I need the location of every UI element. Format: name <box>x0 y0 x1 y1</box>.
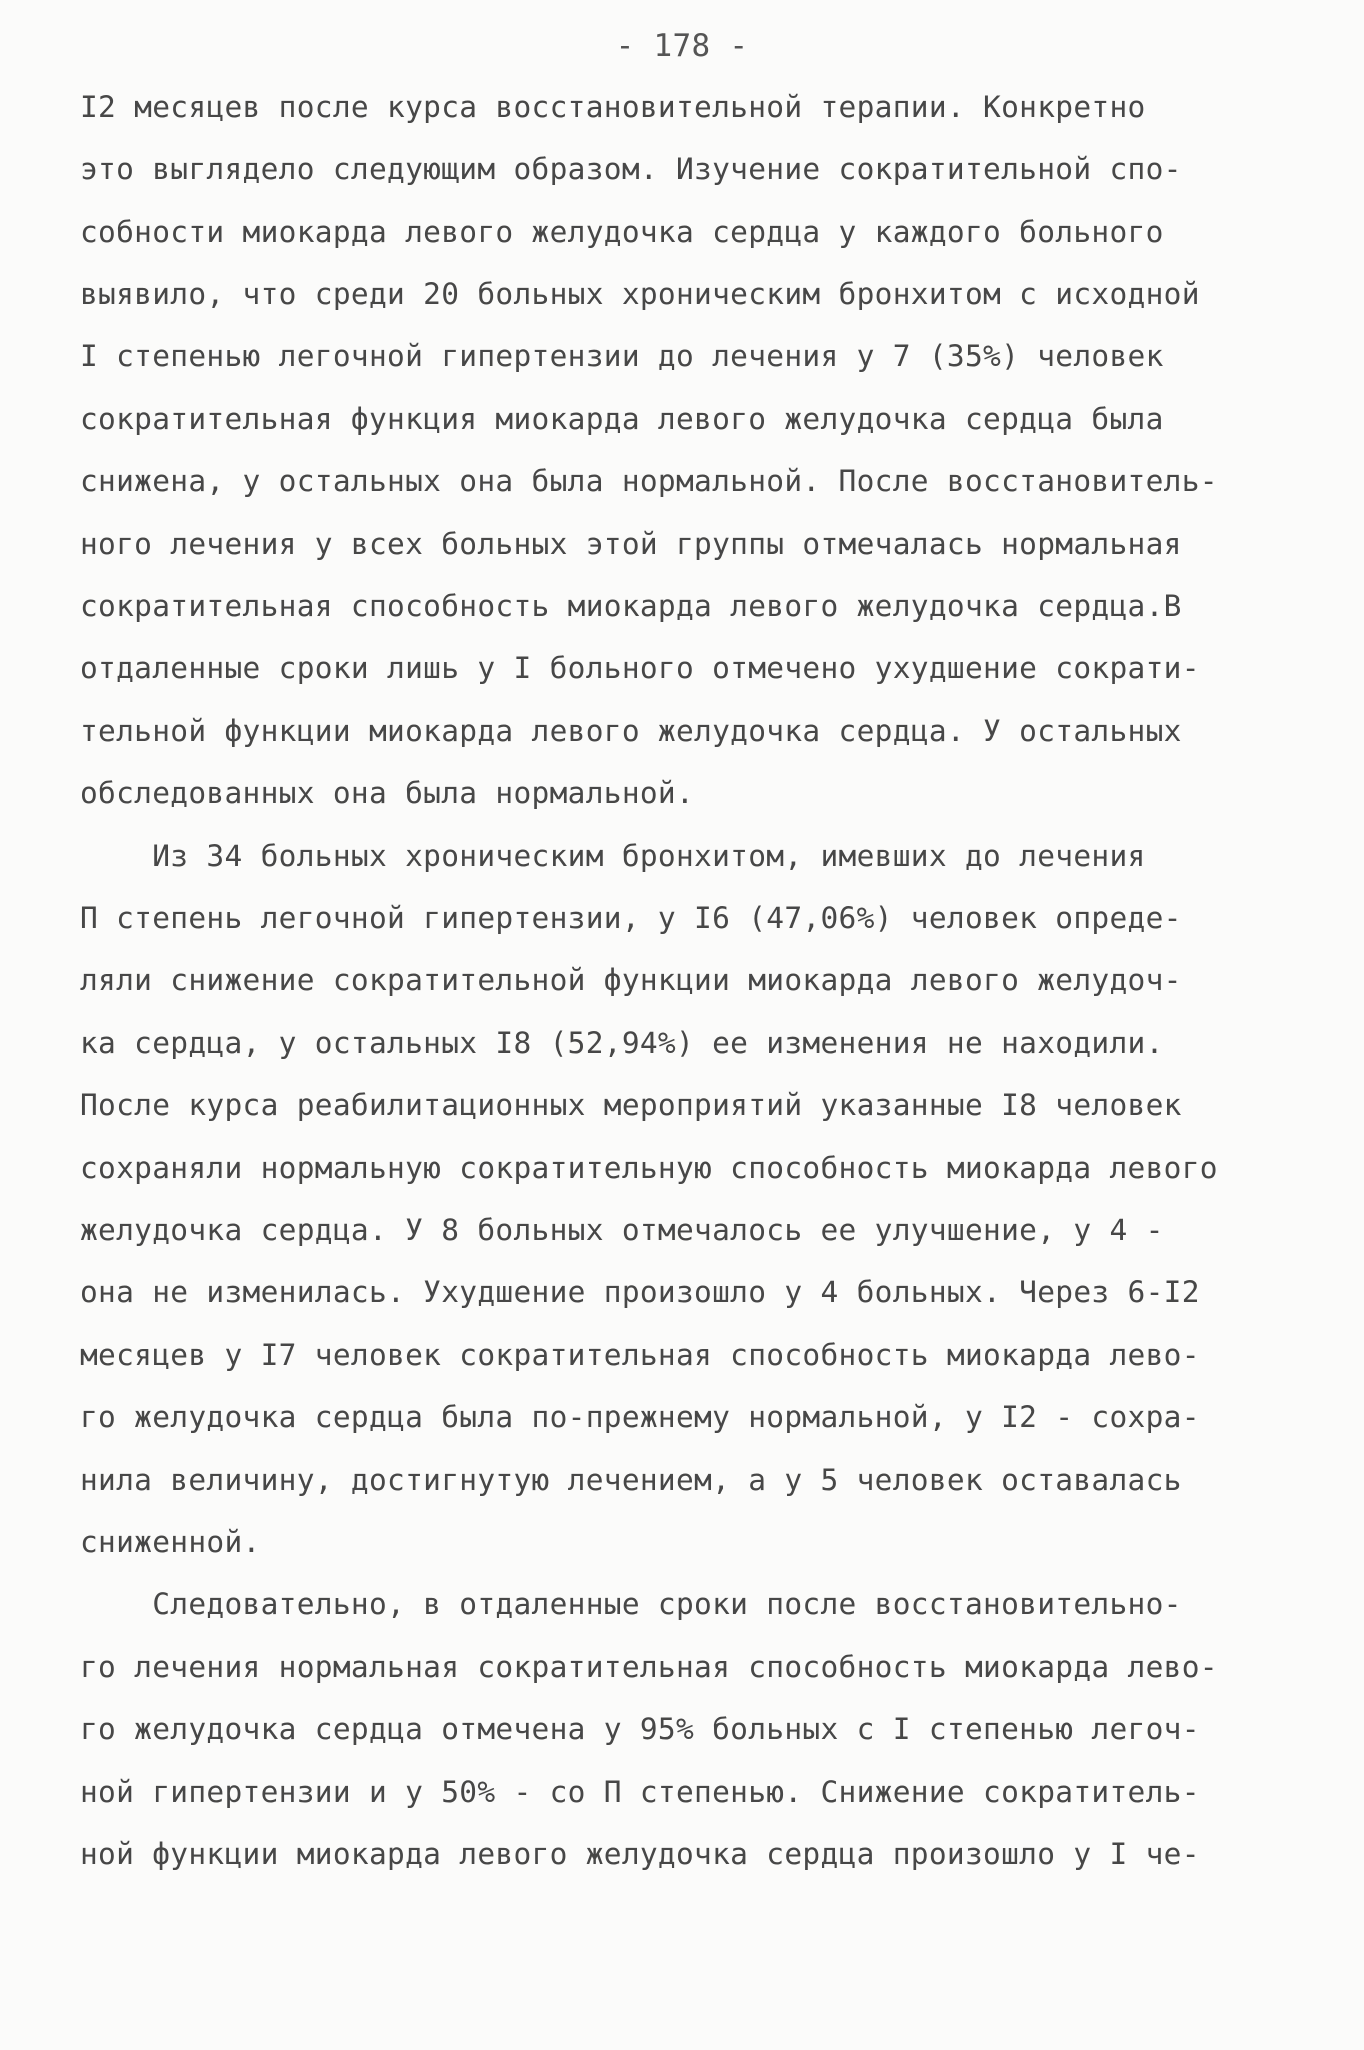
text-line: снижена, у остальных она была нормальной. После восстановитель- <box>80 464 1218 498</box>
text-line: сниженной. <box>80 1525 261 1559</box>
text-line: ляли снижение сократительной функции миокарда левого желудоч- <box>80 963 1182 997</box>
text-line: го лечения нормальная сократительная способность миокарда лево- <box>80 1650 1218 1684</box>
text-line: П степень легочной гипертензии, у I6 (47,06%) человек опреде- <box>80 901 1182 935</box>
page-number: - 178 - <box>615 28 749 64</box>
text-line: Из 34 больных хроническим бронхитом, имевших до лечения <box>80 839 1146 873</box>
text-line: это выглядело следующим образом. Изучение сократительной спо- <box>80 152 1182 186</box>
text-line: сократительная функция миокарда левого желудочка сердца была <box>80 402 1164 436</box>
text-line: ного лечения у всех больных этой группы отмечалась нормальная <box>80 527 1182 561</box>
text-line: сохраняли нормальную сократительную способность миокарда левого <box>80 1151 1218 1185</box>
text-line: ка сердца, у остальных I8 (52,94%) ее изменения не находили. <box>80 1026 1164 1060</box>
text-line: выявило, что среди 20 больных хроническим бронхитом с исходной <box>80 277 1200 311</box>
text-line: тельной функции миокарда левого желудочка сердца. У остальных <box>80 714 1182 748</box>
text-line: собности миокарда левого желудочка сердца у каждого больного <box>80 215 1164 249</box>
text-line: I2 месяцев после курса восстановительной терапии. Конкретно <box>80 90 1146 124</box>
text-line: Следовательно, в отдаленные сроки после восстановительно- <box>80 1587 1182 1621</box>
text-line: обследованных она была нормальной. <box>80 776 695 810</box>
text-line: ной функции миокарда левого желудочка сердца произошло у I че- <box>80 1837 1200 1871</box>
text-line: сократительная способность миокарда левого желудочка сердца.В <box>80 589 1182 623</box>
text-line: отдаленные сроки лишь у I больного отмечено ухудшение сократи- <box>80 651 1200 685</box>
text-line: го желудочка сердца была по-прежнему нормальной, у I2 - сохра- <box>80 1400 1200 1434</box>
text-line: желудочка сердца. У 8 больных отмечалось ее улучшение, у 4 - <box>80 1213 1164 1247</box>
text-line: месяцев у I7 человек сократительная способность миокарда лево- <box>80 1338 1200 1372</box>
text-line: ной гипертензии и у 50% - со П степенью. Снижение сократитель- <box>80 1775 1200 1809</box>
text-line: После курса реабилитационных мероприятий указанные I8 человек <box>80 1088 1182 1122</box>
text-line: она не изменилась. Ухудшение произошло у 4 больных. Через 6-I2 <box>80 1275 1200 1309</box>
text-line: го желудочка сердца отмечена у 95% больных с I степенью легоч- <box>80 1712 1200 1746</box>
text-line: I степенью легочной гипертензии до лечения у 7 (35%) человек <box>80 339 1164 373</box>
text-line: нила величину, достигнутую лечением, а у 5 человек оставалась <box>80 1463 1182 1497</box>
